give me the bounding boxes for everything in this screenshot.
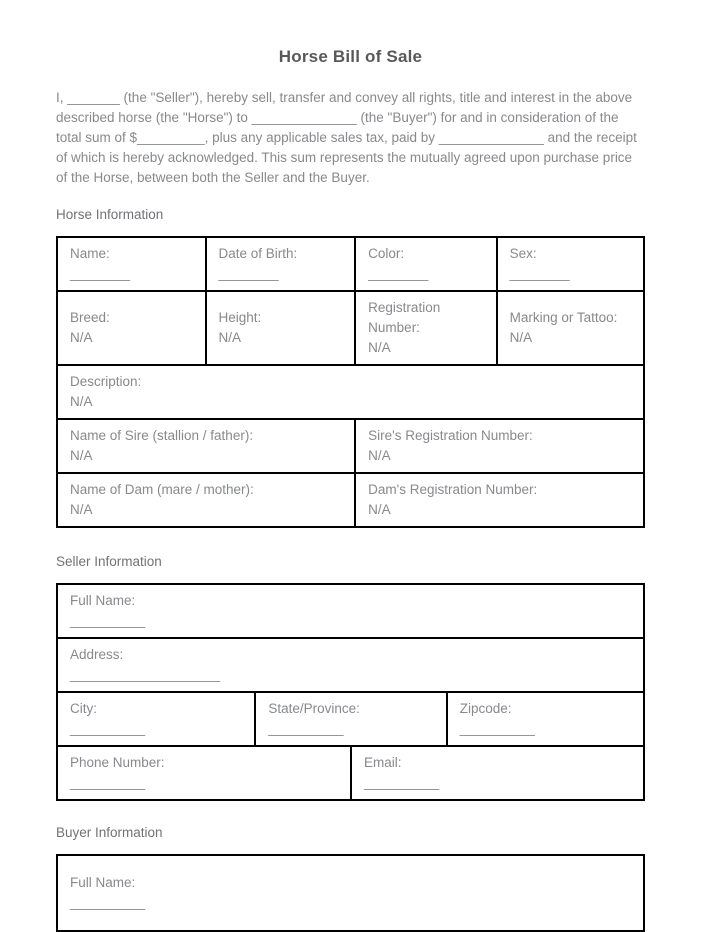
seller-state-blank: __________: [268, 721, 344, 736]
seller-address-label: Address:: [70, 647, 124, 662]
document-title: Horse Bill of Sale: [278, 47, 423, 66]
seller-address-blank: ____________________: [70, 667, 221, 682]
seller-address-cell: [57, 638, 644, 692]
horse-dob-blank: ________: [218, 266, 279, 281]
horse-sex-cell: [497, 237, 644, 291]
buyer-full-name-label: Full Name:: [70, 875, 136, 890]
horse-color-blank: ________: [368, 266, 429, 281]
seller-phone-cell: [57, 746, 351, 800]
table-row: [57, 584, 644, 638]
horse-sire-label: Name of Sire (stallion / father):: [70, 428, 254, 443]
horse-dam-registration-cell: [355, 473, 644, 527]
seller-email-blank: __________: [364, 775, 440, 790]
seller-section-heading: Seller Information: [56, 554, 162, 569]
buyer-section-heading: Buyer Information: [56, 825, 163, 840]
seller-email-label: Email:: [364, 755, 402, 770]
seller-zipcode-cell: [447, 692, 644, 746]
horse-breed-label: Breed:: [70, 310, 110, 325]
horse-height-cell: [206, 291, 356, 365]
seller-zipcode-blank: __________: [459, 721, 535, 736]
horse-registration-cell: [355, 291, 496, 365]
horse-dam-cell: [57, 473, 355, 527]
intro-paragraph: I, _______ (the "Seller"), hereby sell, transfer and convey all rights, title and interest in the above described horse (the "Horse") to ______________ (the "Buyer") for and in consideration of the total sum of $_________, plus any applicable sales tax, paid by ______________ and the receipt of which is hereby acknowledged. This sum represents the mutually agreed upon purchase price of the Horse, between both the Seller and the Buyer.: [56, 90, 637, 185]
table-row: [57, 692, 644, 746]
horse-sex-label: Sex:: [509, 246, 537, 261]
horse-sire-value: N/A: [70, 448, 93, 463]
horse-breed-cell: [57, 291, 206, 365]
horse-dob-cell: [206, 237, 356, 291]
seller-full-name-blank: __________: [70, 613, 146, 628]
horse-color-cell: [355, 237, 496, 291]
seller-city-cell: [57, 692, 255, 746]
table-row: [57, 746, 644, 800]
seller-email-cell: [351, 746, 644, 800]
horse-marking-cell: [497, 291, 644, 365]
table-row: [57, 419, 644, 473]
horse-description-label: Description:: [70, 374, 142, 389]
buyer-info-table: [56, 854, 645, 932]
horse-marking-value: N/A: [509, 330, 533, 345]
seller-city-label: City:: [70, 701, 97, 716]
horse-dam-value: N/A: [70, 502, 93, 517]
horse-height-label: Height:: [218, 310, 262, 325]
horse-dam-registration-label: Dam's Registration Number:: [368, 482, 538, 497]
buyer-full-name-cell: [57, 855, 644, 931]
horse-breed-value: N/A: [70, 330, 93, 345]
horse-name-cell: [57, 237, 206, 291]
seller-state-cell: [255, 692, 446, 746]
horse-info-table: [56, 236, 645, 528]
seller-state-label: State/Province:: [268, 701, 360, 716]
horse-name-label: Name:: [70, 246, 110, 261]
horse-sire-registration-value: N/A: [368, 448, 391, 463]
seller-phone-blank: __________: [70, 775, 146, 790]
seller-info-table: [56, 583, 645, 801]
horse-description-cell: [57, 365, 644, 419]
horse-dam-label: Name of Dam (mare / mother):: [70, 482, 254, 497]
table-row: [57, 365, 644, 419]
table-row: [57, 291, 644, 365]
seller-phone-label: Phone Number:: [70, 755, 165, 770]
horse-dam-registration-value: N/A: [368, 502, 391, 517]
seller-full-name-label: Full Name:: [70, 593, 136, 608]
seller-city-blank: __________: [70, 721, 146, 736]
horse-registration-label: Registration Number:: [368, 300, 444, 335]
horse-registration-value: N/A: [368, 340, 391, 355]
horse-height-value: N/A: [218, 330, 242, 345]
seller-full-name-cell: [57, 584, 644, 638]
buyer-full-name-blank: __________: [70, 895, 146, 910]
horse-marking-label: Marking or Tattoo:: [509, 310, 618, 325]
table-row: [57, 638, 644, 692]
horse-sire-cell: [57, 419, 355, 473]
horse-sire-registration-label: Sire's Registration Number:: [368, 428, 533, 443]
horse-sex-blank: ________: [509, 266, 570, 281]
table-row: [57, 473, 644, 527]
horse-section-heading: Horse Information: [56, 207, 164, 222]
horse-description-value: N/A: [70, 394, 93, 409]
horse-sire-registration-cell: [355, 419, 644, 473]
horse-dob-label: Date of Birth:: [218, 246, 298, 261]
table-row: [57, 855, 644, 931]
seller-zipcode-label: Zipcode:: [459, 701, 512, 716]
horse-color-label: Color:: [368, 246, 405, 261]
horse-name-blank: ________: [70, 266, 131, 281]
table-row: [57, 237, 644, 291]
